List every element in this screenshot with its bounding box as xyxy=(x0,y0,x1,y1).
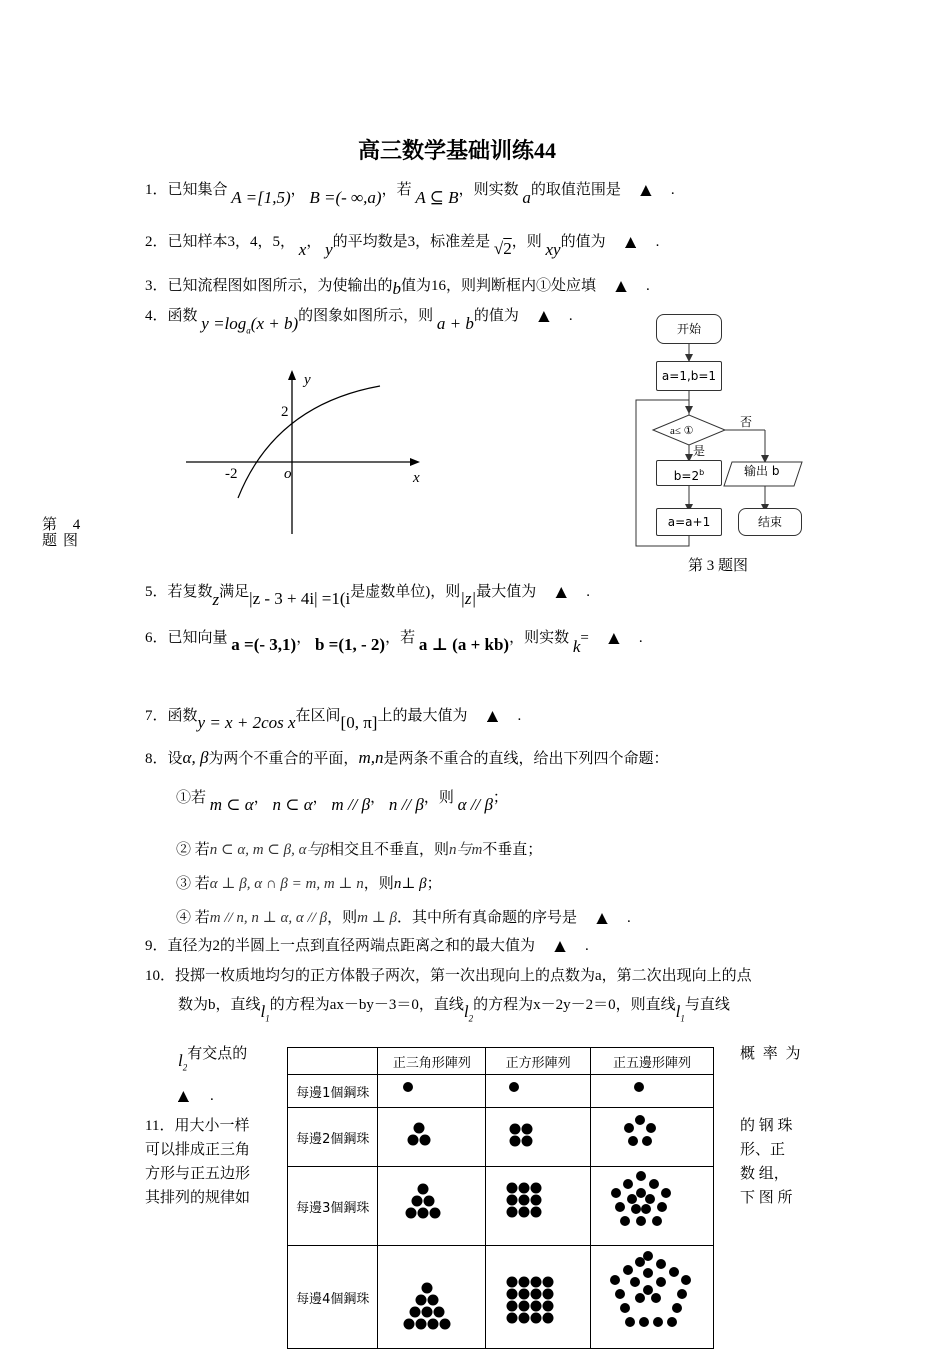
answer-blank: ▲ xyxy=(596,910,608,926)
answer-blank: ▲ xyxy=(538,308,550,324)
flow-no-label: 否 xyxy=(740,415,753,429)
answer-blank: ▲ xyxy=(608,630,620,646)
question-10-line-2: 数为b，直线$l_1$的方程为ax－by－3＝0，直线$l_2$的方程为x－2y－2＝0，则直线$l_1$与直线 xyxy=(178,997,730,1024)
y-tick-label: 2 xyxy=(281,404,289,420)
x-axis-arrow xyxy=(410,458,420,466)
flow-init: a=1,b=1 xyxy=(656,361,722,391)
cell-square-4 xyxy=(486,1246,591,1349)
answer-blank: ▲ xyxy=(625,234,637,250)
answer-blank: ▲ xyxy=(640,182,652,198)
log-function-graph xyxy=(180,360,440,540)
answer-blank: ▲ xyxy=(615,278,627,294)
origin-label: o xyxy=(284,466,292,482)
table-row xyxy=(288,1246,714,1349)
table-row xyxy=(288,1075,714,1108)
question-2: 2．已知样本3，4，5， x， y的平均数是3，标准差是 √2，则 xy的值为 ▲ . xyxy=(145,234,660,259)
flow-end: 结束 xyxy=(738,508,802,536)
cell-pentagon-2 xyxy=(591,1108,714,1167)
page-title: 高三数学基础训练44 xyxy=(358,138,557,163)
cell-pentagon-4 xyxy=(591,1246,714,1349)
x-axis-label: x xyxy=(413,470,420,486)
row-label-3: 每邊3個鋼珠 xyxy=(288,1167,378,1246)
cell-triangle-3 xyxy=(378,1167,486,1246)
flow-assign-b: $b=2^b$ xyxy=(656,460,722,486)
cell-pentagon-1 xyxy=(591,1075,714,1108)
table-header-triangle: 正三角形陣列 xyxy=(378,1048,486,1075)
cell-square-2 xyxy=(486,1108,591,1167)
question-10-answer: ▲ . xyxy=(178,1088,214,1104)
answer-blank: ▲ xyxy=(487,708,498,724)
table-header-empty xyxy=(288,1048,378,1075)
table-header-pentagon: 正五邊形陣列 xyxy=(591,1048,714,1075)
x-tick-label: -2 xyxy=(225,466,238,482)
y-axis-label: y xyxy=(304,372,311,388)
proposition-2: ② 若n ⊂ α, m ⊂ β, α与β相交且不垂直，则n与m不垂直； xyxy=(176,842,543,858)
question-10-line-3: $l_2$有交点的 xyxy=(178,1046,248,1073)
question-3: 3．已知流程图如图所示，为使输出的b值为16，则判断框内①处应填 ▲ . xyxy=(145,278,650,298)
cell-square-3 xyxy=(486,1167,591,1246)
question-10-line-1: 10．投掷一枚质地均匀的正方体骰子两次，第一次出现向上的点数为a，第二次出现向上的点 xyxy=(145,968,752,984)
cell-pentagon-3 xyxy=(591,1167,714,1246)
proposition-1: ①若 m ⊂ α， n ⊂ α， m // β， n // β，则 α // β； xyxy=(176,790,508,814)
proposition-4: ④ 若m // n, n ⊥ α, α // β，则m ⊥ β．其中所有真命题的序号是 ▲ . xyxy=(176,910,631,926)
cell-square-1 xyxy=(486,1075,591,1108)
row-label-2: 每邊2個鋼珠 xyxy=(288,1108,378,1167)
table-header-square: 正方形陣列 xyxy=(486,1048,591,1075)
flow-decision-label: a≤ ① xyxy=(670,425,694,437)
cell-triangle-1 xyxy=(378,1075,486,1108)
bead-array-table xyxy=(287,1047,714,1349)
flow-start: 开始 xyxy=(656,314,722,344)
question-4: 4．函数 $y =\log_a(x + b)$的图象如图所示，则 a + b的值为 ▲ . xyxy=(145,308,573,336)
answer-blank: ▲ xyxy=(554,938,566,954)
question-5: 5．若复数z满足|z - 3 + 4i| =1(i是虚数单位)，则|z|最大值为 ▲ . xyxy=(145,584,590,609)
question-1: 1．已知集合 A =[1,5)， B =(- ∞,a)，若 A ⊆ B，则实数 a的取值范围是 ▲ . xyxy=(145,182,675,207)
answer-blank: ▲ xyxy=(178,1088,189,1104)
flow-yes-label: 是 xyxy=(693,444,706,458)
question-11-left: 11．用大小一样 可以排成正三角 方形与正五边形 其排列的规律如 xyxy=(145,1118,251,1206)
answer-blank: ▲ xyxy=(555,584,567,600)
proposition-3: ③ 若α ⊥ β, α ∩ β = m, m ⊥ n，则n⊥ β； xyxy=(176,876,442,892)
row-label-1: 每邊1個鋼珠 xyxy=(288,1075,378,1108)
flow-increment: a=a+1 xyxy=(656,508,722,536)
table-row xyxy=(288,1108,714,1167)
question-8: 8．设α, β为两个不重合的平面，m,n是两条不重合的直线，给出下列四个命题： xyxy=(145,748,669,767)
cell-triangle-2 xyxy=(378,1108,486,1167)
log-curve xyxy=(238,386,380,498)
flowchart-caption: 第 3 题图 xyxy=(688,558,749,574)
question-11-right: 的 钢 珠 形、正 数 组， 下 图 所 xyxy=(740,1118,793,1206)
question-6: 6．已知向量 a =(- 3,1)， b =(1, - 2)，若 a ⊥ (a + kb)，则实数 k= ▲ . xyxy=(145,630,643,656)
row-label-4: 每邊4個鋼珠 xyxy=(288,1246,378,1349)
figure-4-caption: 第 4 题图 xyxy=(42,517,87,549)
question-7: 7．函数y = x + 2cos x在区间[0, π]上的最大值为 ▲ . xyxy=(145,708,522,732)
cell-triangle-4 xyxy=(378,1246,486,1349)
y-axis-arrow xyxy=(288,370,296,380)
question-9: 9．直径为2的半圆上一点到直径两端点距离之和的最大值为 ▲ . xyxy=(145,938,589,954)
table-row xyxy=(288,1167,714,1246)
question-10-probability: 概 率 为 xyxy=(740,1046,803,1062)
flow-output-label: 输出 b xyxy=(744,464,780,478)
